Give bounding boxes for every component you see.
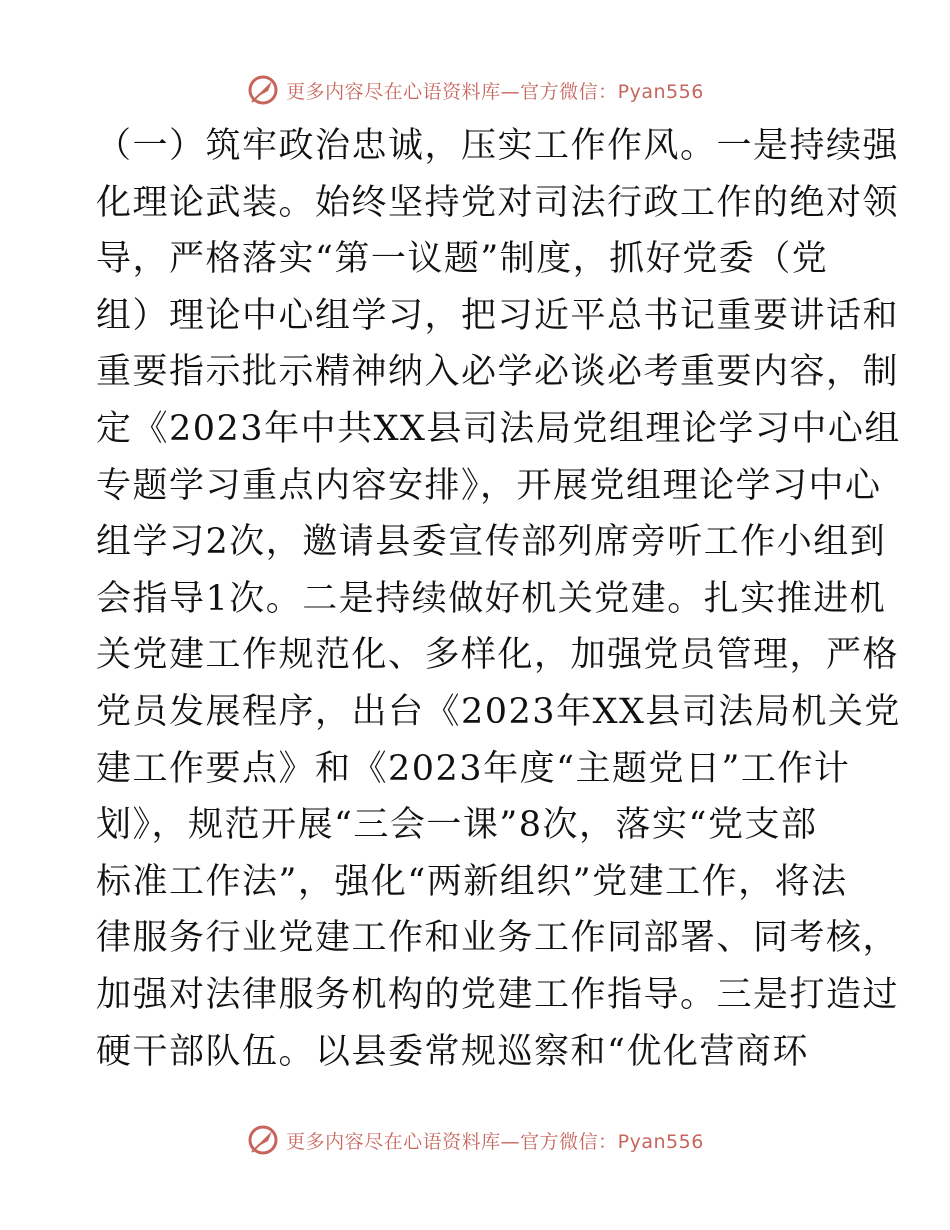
document-paragraph (96, 118, 901, 1080)
paragraph-line: 建工作要点》和《2023年度“主题党日”工作计 (96, 748, 851, 789)
paragraph-line: 组学习2次，邀请县委宣传部列席旁听工作小组到 (96, 522, 887, 563)
footer-watermark (0, 1120, 950, 1160)
header-watermark (0, 70, 950, 110)
watermark-text: 更多内容尽在心语资料库—官方微信：Pyan556 (286, 80, 704, 103)
paragraph-line: 重要指示批示精神纳入必学必谈必考重要内容，制 (96, 352, 900, 393)
paragraph-line: 党员发展程序，出台《2023年XX县司法局机关党 (96, 691, 901, 732)
feather-logo-icon (246, 1123, 280, 1157)
paragraph-line: （一）筑牢政治忠诚，压实工作作风。一是持续强 (96, 126, 900, 166)
paragraph-line: 标准工作法”，强化“两新组织”党建工作，将法 (96, 861, 848, 902)
paragraph-line: 专题学习重点内容安排》，开展党组理论学习中心 (96, 465, 882, 506)
paragraph-line: 化理论武装。始终坚持党对司法行政工作的绝对领 (96, 182, 900, 223)
paragraph-line: 关党建工作规范化、多样化，加强党员管理，严格 (96, 635, 900, 676)
paragraph-line: 律服务行业党建工作和业务工作同部署、同考核， (96, 918, 900, 959)
paragraph-line: 会指导1次。二是持续做好机关党建。扎实推进机 (96, 578, 887, 619)
paragraph-line: 导，严格落实“第一议题”制度，抓好党委（党 (96, 239, 829, 280)
paragraph-line: 组）理论中心组学习，把习近平总书记重要讲话和 (96, 295, 900, 336)
paragraph-line: 硬干部队伍。以县委常规巡察和“优化营商环 (96, 1031, 809, 1072)
feather-logo-icon (246, 73, 280, 107)
paragraph-line: 加强对法律服务机构的党建工作指导。三是打造过 (96, 974, 900, 1015)
paragraph-line: 划》，规范开展“三会一课”8次，落实“党支部 (96, 805, 818, 846)
paragraph-line: 定《2023年中共XX县司法局党组理论学习中心组 (96, 408, 901, 449)
watermark-text: 更多内容尽在心语资料库—官方微信：Pyan556 (286, 1130, 704, 1153)
